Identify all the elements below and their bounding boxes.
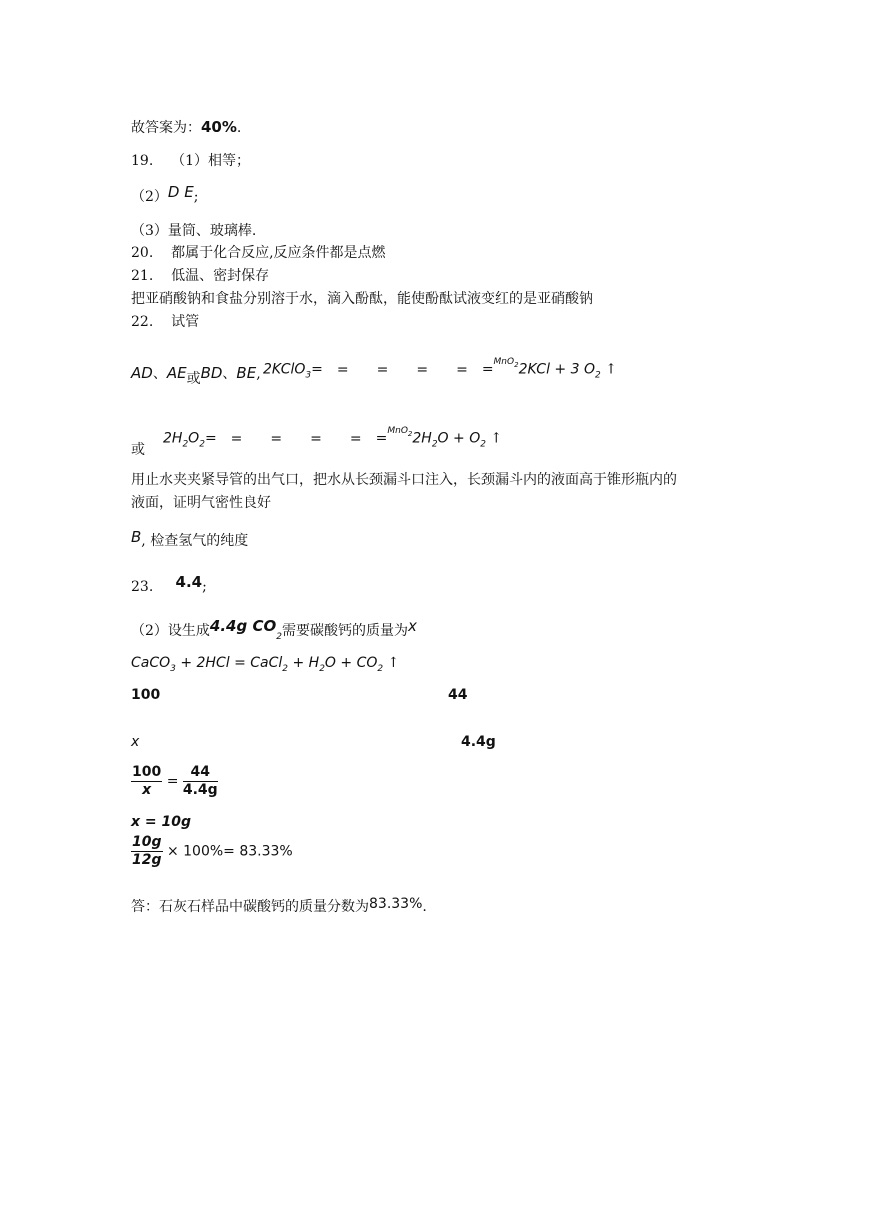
question-number: 22.: [131, 314, 154, 330]
apparatus-choice-line: AD、AE或BD、BE,: [131, 364, 261, 387]
answer-line-19-1: 19. （1）相等；: [131, 153, 250, 169]
answer-line-21: 21. 低温、密封保存: [131, 268, 270, 284]
molar-mass-caco3: 100: [131, 687, 161, 703]
equation-kclo3: 2KClO$_3$= = = = = =$^{MnO_2}$2KCl + 3 $O_2$ ↑: [263, 357, 617, 381]
solution-x: x = 10g: [131, 814, 192, 830]
answer-label: 故答案为：: [131, 120, 201, 136]
question-number: 19.: [131, 153, 154, 169]
co2-mass: 4.4g: [461, 734, 496, 750]
hydrogen-purity-line: B, 检查氢气的纯度: [131, 528, 249, 549]
question-number: 21.: [131, 268, 154, 284]
molar-mass-co2: 44: [448, 687, 468, 703]
question-number: 23.: [131, 579, 154, 595]
answer-line-23-2: （2）设生成4.4g $CO_2$需要碳酸钙的质量为x: [131, 617, 417, 642]
answer-line-22: 22. 试管: [131, 314, 200, 330]
equation-h2o2: $2H_2O_2=$ = = = = $=^{MnO_2}2H_2O + O_2$ ↑: [163, 426, 503, 450]
percentage-calc: $\frac{10g}{12g}$ × 100%= 83.33%: [132, 834, 293, 868]
proportion-equation: $\frac{100}{x}$ = $\frac{44}{4.4g}$: [132, 764, 218, 798]
final-answer-line: 答：石灰石样品中碳酸钙的质量分数为83.33%.: [131, 896, 427, 915]
answer-line-18: 故答案为：40%.: [131, 118, 242, 136]
answer-line-19-3: （3）量筒、玻璃棒.: [131, 223, 257, 239]
or-label: 或: [131, 442, 145, 458]
question-number: 20.: [131, 245, 154, 261]
answer-line-20: 20. 都属于化合反应,反应条件都是点燃: [131, 245, 386, 261]
unknown-mass: x: [131, 734, 140, 750]
answer-line-19-2: （2）D E;: [131, 183, 199, 205]
answer-line-23: 23. 4.4;: [131, 573, 207, 595]
reaction-equation: CaCO$_3$ + 2HCl = CaCl$_2$ + $H_2O + CO_2$ ↑: [131, 655, 400, 674]
airtight-check-line-1: 用止水夹夹紧导管的出气口，把水从长颈漏斗口注入，长颈漏斗内的液面高于锥形瓶内的: [131, 472, 677, 488]
airtight-check-line-2: 液面，证明气密性良好: [131, 495, 271, 511]
answer-line-21-b: 把亚硝酸钠和食盐分别溶于水，滴入酚酞，能使酚酞试液变红的是亚硝酸钠: [131, 291, 593, 307]
answer-value: 40%: [201, 118, 237, 136]
